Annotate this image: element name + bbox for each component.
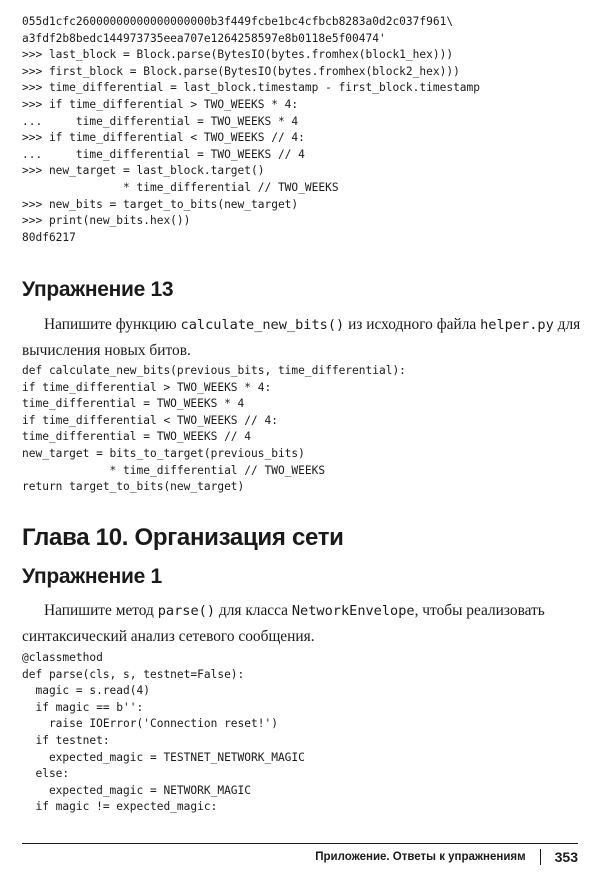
footer-separator [540,849,541,865]
code-line: def parse(cls, s, testnet=False): [22,667,245,681]
exercise-13-text [22,312,582,363]
code-line: >>> first_block = Block.parse(BytesIO(bytes.fromhex(block2_hex))) [22,64,460,78]
code-line: >>> if time_differential < TWO_WEEKS // 4: [22,131,305,145]
code-listing-top [22,14,480,246]
code-line: time_differential = TWO_WEEKS // 4 [22,430,252,444]
exercise-1-text [22,598,582,649]
code-line: magic = s.read(4) [22,684,150,698]
exercise-1-text-before: Напишите метод [44,602,158,619]
code-line: time_differential = TWO_WEEKS * 4 [22,397,245,411]
exercise-1-text-after: , чтобы реализовать синтаксический анализ сетевого сообщения. [22,602,545,645]
code-line: * time_differential // TWO_WEEKS [22,463,326,477]
code-line: >>> print(new_bits.hex()) [22,214,191,228]
code-line: if magic != expected_magic: [22,800,218,814]
code-line: >>> time_differential = last_block.timestamp - first_block.timestamp [22,81,481,95]
exercise-13-text-after: для вычисления новых битов. [22,316,581,359]
code-line: @classmethod [22,651,103,664]
code-line: expected_magic = NETWORK_MAGIC [22,783,252,797]
exercise-13-heading: Упражнение 13 [22,278,174,301]
code-line: 055d1cfc26000000000000000000b3f449fcbe1bc4cfbcb8283a0d2c037f961\ [22,15,454,28]
code-line: else: [22,767,70,781]
code-line: def calculate_new_bits(previous_bits, time_differential): [22,364,406,377]
code-line: >>> last_block = Block.parse(BytesIO(bytes.fromhex(block1_hex))) [22,48,454,62]
code-line: >>> new_bits = target_to_bits(new_target) [22,197,299,211]
code-line: expected_magic = TESTNET_NETWORK_MAGIC [22,750,305,764]
code-line: if time_differential > TWO_WEEKS * 4: [22,380,272,394]
exercise-13-text-before: Напишите функцию [44,316,181,333]
code-line: if time_differential < TWO_WEEKS // 4: [22,413,278,427]
code-line: a3fdf2b8bedc144973735eea707e1264258597e8b0118e5f00474' [22,31,386,45]
exercise-13-file-inline: helper.py [480,317,554,333]
code-line: if testnet: [22,733,110,747]
code-line: new_target = bits_to_target(previous_bits) [22,446,305,460]
exercise-1-code-inline: parse() [157,603,216,619]
code-line: return target_to_bits(new_target) [22,480,245,494]
page-number: 353 [554,849,578,865]
exercise-1-heading: Упражнение 1 [22,565,162,588]
code-line: raise IOError('Connection reset!') [22,717,278,731]
exercise-1-text-middle: для класса [215,602,292,619]
code-line: ... time_differential = TWO_WEEKS * 4 [22,114,299,128]
code-line: >>> new_target = last_block.target() [22,164,265,178]
code-line: 80df6217 [22,230,76,244]
page-footer [315,849,578,865]
code-line: * time_differential // TWO_WEEKS [22,180,339,194]
code-line: ... time_differential = TWO_WEEKS // 4 [22,147,305,161]
chapter-10-heading: Глава 10. Организация сети [22,524,344,551]
code-line: if magic == b'': [22,700,144,714]
exercise-13-text-middle: из исходного файла [344,316,481,333]
exercise-13-code-listing [22,363,406,496]
exercise-1-code-listing [22,650,305,816]
exercise-13-code-inline: calculate_new_bits() [180,317,345,333]
code-line: >>> if time_differential > TWO_WEEKS * 4: [22,97,299,111]
footer-title: Приложение. Ответы к упражнениям [315,851,526,863]
exercise-1-class-inline: NetworkEnvelope [291,603,415,619]
footer-rule [22,843,578,844]
